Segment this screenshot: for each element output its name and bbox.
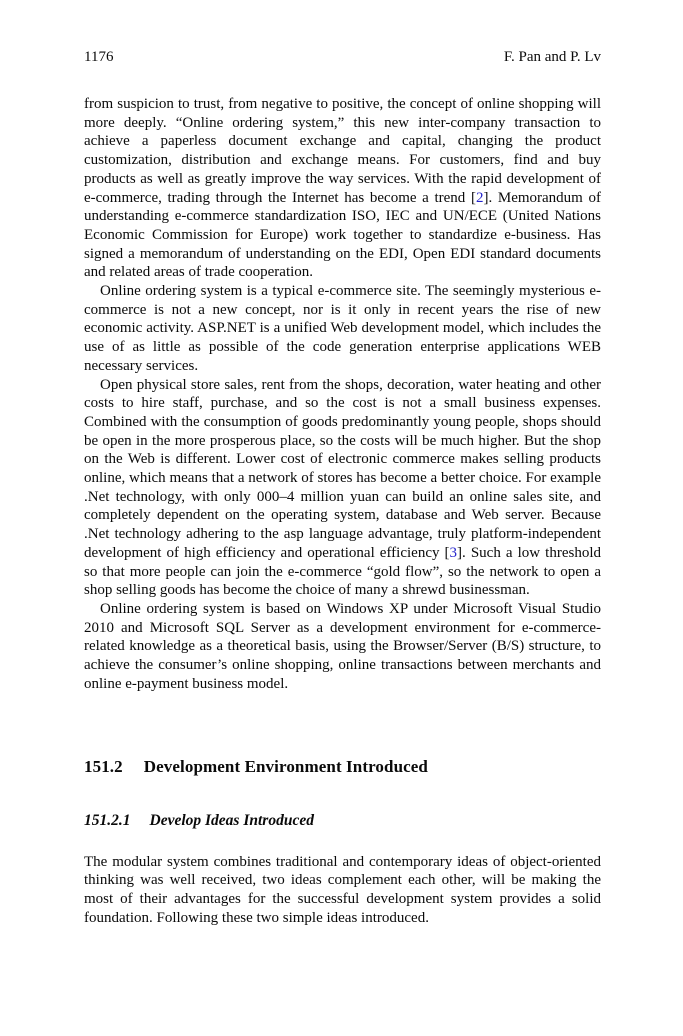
body-text	[84, 95, 601, 927]
running-head-authors: F. Pan and P. Lv	[503, 49, 601, 65]
subsection-title: Develop Ideas Introduced	[149, 811, 314, 829]
paragraph-1	[84, 95, 601, 282]
citation-link-2[interactable]: 2	[475, 189, 484, 206]
paragraph-3-text: Open physical store sales, rent from the shops, decoration, water heating and other costs to hire staff, purchase, and so the cost is not a small business expenses. Combined with the consumption of goods predominantly young people, shops should be open in the more prosperous place, so the costs will be much higher. But the shop on the Web is different. Lower cost of electronic commerce makes selling products online, which means that a network of stores has become a better choice. For example .Net technology, with only 000–4 million yuan can build an online sales site, and completely dependent on the operating system, database and Web server. Because .Net technology adhering to the asp language advantage, truly platform-independent development of high efficiency and operational efficiency [	[84, 376, 601, 561]
running-header	[84, 48, 601, 67]
paragraph-3-text-cont: ]. Such a low threshold so that more people can join the e-commerce “gold flow”, so the network to open a shop selling goods has become the choice of many a shrewd businessman.	[84, 544, 601, 599]
paragraph-1-text-cont: ]. Memorandum of understanding e-commerce standardization ISO, IEC and UN/ECE (United Nations Economic Commission for Europe) work together to standardize e-business. Has signed a memorandum of understanding on the EDI, Open EDI standard documents and related areas of trade cooperation.	[84, 189, 601, 281]
citation-link-3[interactable]: 3	[449, 544, 458, 561]
paragraph-4: Online ordering system is based on Windows XP under Microsoft Visual Studio 2010 and Microsoft SQL Server as a development environment for e-commerce-related knowledge as a theoretical basis, using the Browser/Server (B/S) structure, to achieve the consumer’s online shopping, online transactions between merchants and online e-payment business model.	[84, 600, 601, 692]
subsection-number: 151.2.1	[84, 811, 131, 829]
page-number: 1176	[84, 49, 114, 65]
section-number: 151.2	[84, 756, 123, 776]
paragraph-3	[84, 376, 601, 600]
paragraph-1-text: from suspicion to trust, from negative to positive, the concept of online shopping will more deeply. “Online ordering system,” this new inter-company transaction to achieve a paperless document exchange and capital, changing the product customization, distribution and exchange means. For customers, find and buy products as well as greatly improve the way services. With the rapid development of e-commerce, trading through the Internet has become a trend [	[84, 96, 601, 206]
paragraph-2: Online ordering system is a typical e-commerce site. The seemingly mysterious e-commerce is not a new concept, nor is it only in recent years the rise of new economic activity. ASP.NET is a unified Web development model, which includes the use of as little as possible of the code generation enterprise applications WEB necessary services.	[84, 283, 601, 374]
page-content	[84, 48, 601, 927]
subsection-heading	[84, 811, 601, 831]
paragraph-5: The modular system combines traditional and contemporary ideas of object-oriented thinking was well received, two ideas complement each other, will be making the most of their advantages for the successful development system provides a solid foundation. Following these two simple ideas introduced.	[84, 853, 601, 926]
section-title: Development Environment Introduced	[143, 756, 428, 776]
section-heading	[84, 756, 601, 777]
